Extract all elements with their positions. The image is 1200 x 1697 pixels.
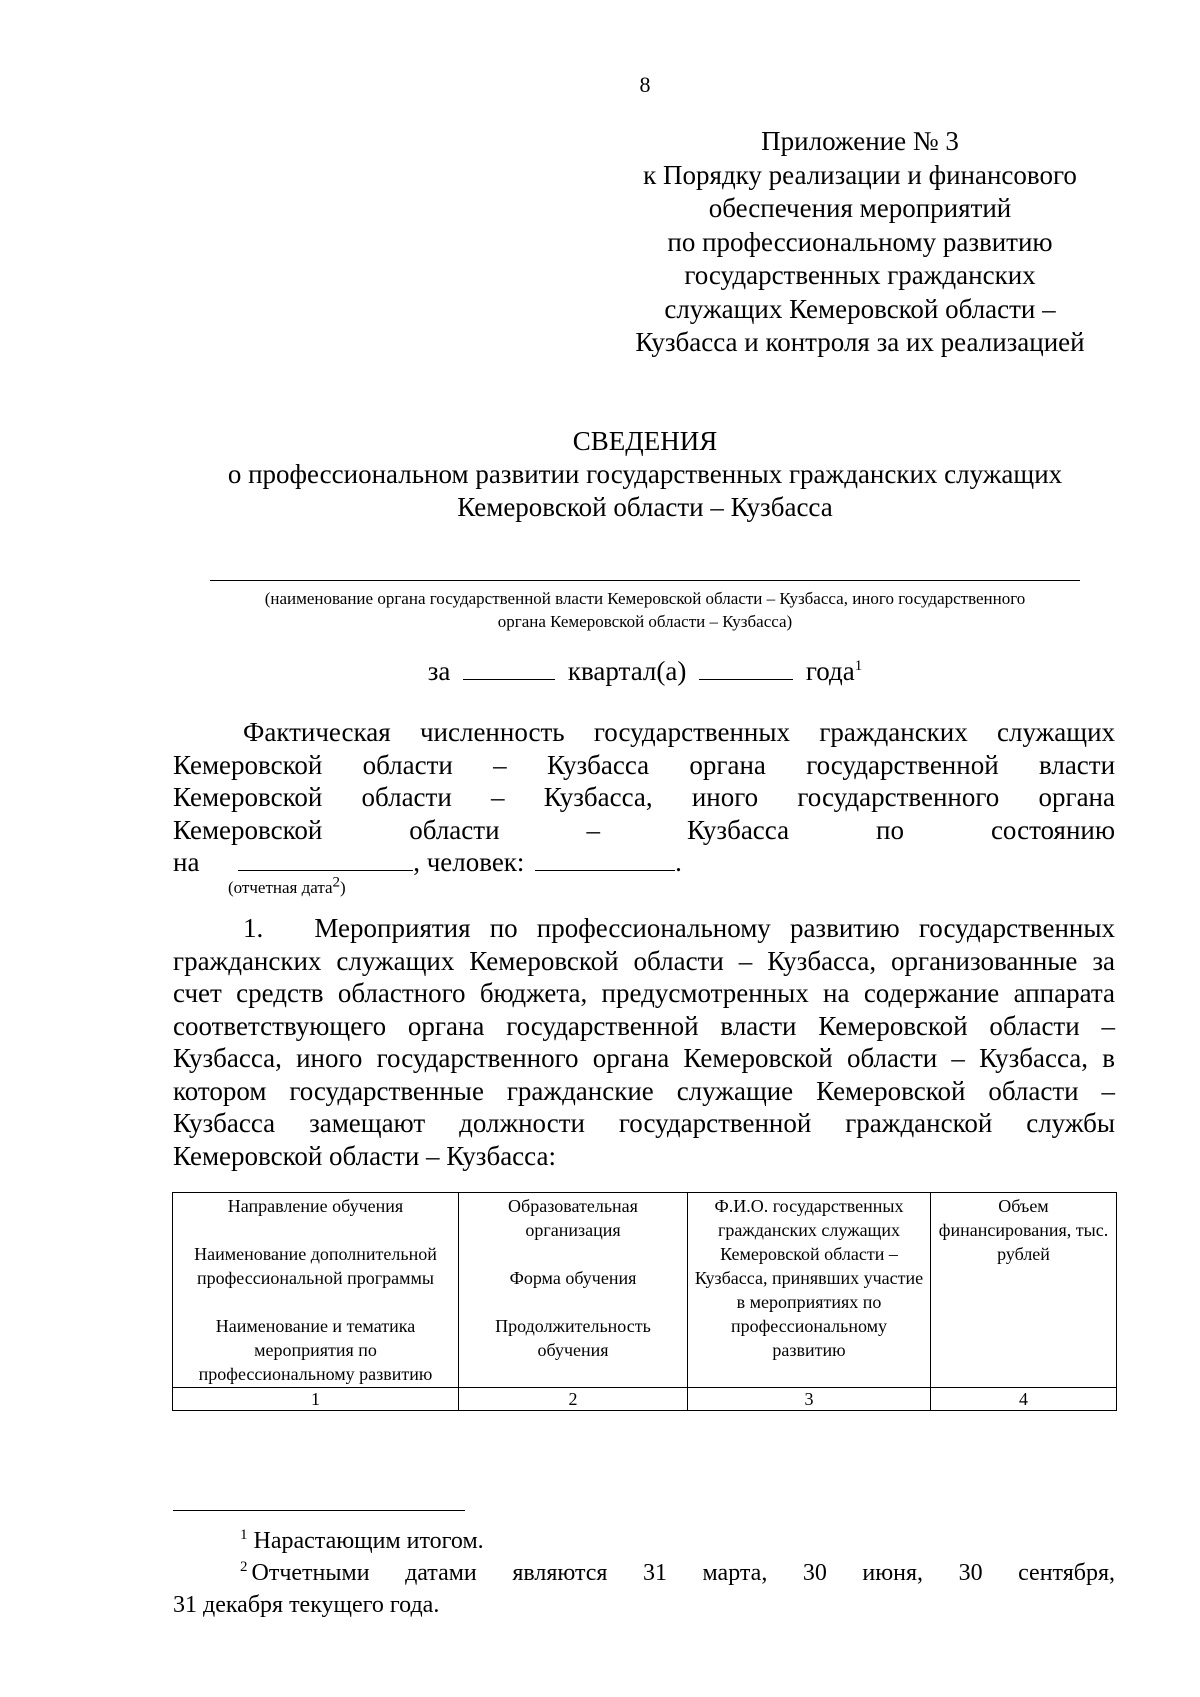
text-line: счет средств областного бюджета, предусмотренных на содержание аппарата	[173, 978, 1115, 1008]
appendix-line: Кузбасса и контроля за их реализацией	[635, 327, 1085, 357]
header-cell-direction	[173, 1193, 459, 1388]
org-name-fill-line	[210, 580, 1080, 581]
table-header-row	[173, 1193, 1117, 1388]
word: 30	[958, 1560, 983, 1586]
section-number: 1.	[243, 913, 264, 943]
footnote-2	[173, 1557, 1115, 1589]
word: состоянию	[990, 814, 1116, 845]
header-text: Форма обучения	[509, 1268, 637, 1288]
headcount-paragraph	[173, 716, 1115, 879]
column-number: 1	[173, 1388, 459, 1411]
word: власти	[1038, 749, 1116, 780]
org-caption-line: органа Кемеровской области – Кузбасса)	[497, 612, 793, 631]
word: датами	[405, 1560, 477, 1586]
word: Отчетными	[251, 1560, 370, 1586]
appendix-line: служащих Кемеровской области –	[664, 293, 1056, 324]
text-line: Кузбасса, иного государственного органа Кемеровской области – Кузбасса, в	[173, 1043, 1115, 1073]
caption-text: (отчетная дата	[228, 878, 333, 897]
org-name-caption	[180, 587, 1110, 633]
word: являются	[512, 1560, 608, 1586]
report-date-caption	[228, 874, 346, 898]
footnotes	[173, 1525, 1115, 1621]
appendix-line: к Порядку реализации и финансового	[643, 159, 1077, 190]
year-blank	[699, 655, 793, 680]
word: государственной	[806, 749, 999, 780]
appendix-header	[600, 125, 1120, 360]
word: –	[586, 814, 600, 845]
word: по	[489, 913, 518, 943]
text-line	[173, 781, 1115, 814]
word: профессиональному	[536, 913, 771, 943]
measures-table	[172, 1192, 1117, 1411]
org-caption-line: (наименование органа государственной власти Кемеровской области – Кузбасса, иного государственного	[264, 589, 1026, 608]
word: на	[173, 847, 200, 877]
word: .	[675, 847, 682, 877]
period-middle: квартал(а)	[567, 656, 687, 686]
period-suffix: года	[805, 656, 855, 686]
word: области	[362, 749, 453, 780]
word: Кузбасса	[546, 749, 650, 780]
page-number: 8	[639, 72, 651, 97]
header-text: Ф.И.О. государственных гражданских служащих Кемеровской области – Кузбасса, принявших участие в мероприятиях по профессиональному развитию	[694, 1196, 924, 1360]
word: государственного	[797, 782, 1000, 812]
footnote-separator	[173, 1510, 465, 1511]
footnote-1	[173, 1525, 1115, 1557]
text-line: Кемеровской области – Кузбасса:	[173, 1140, 556, 1171]
header-text: Продолжительность обучения	[495, 1316, 651, 1360]
period-prefix: за	[427, 656, 451, 686]
footnote-2-continuation: 31 декабря текущего года.	[173, 1592, 440, 1618]
header-cell-participants	[688, 1193, 931, 1388]
word: численность	[419, 717, 565, 747]
word: области	[409, 814, 500, 845]
word: марта,	[702, 1560, 768, 1586]
word: Кемеровской	[173, 749, 323, 780]
title-heading: СВЕДЕНИЯ	[572, 426, 718, 456]
header-text: Направление обучения	[227, 1196, 404, 1216]
footnote-mark: 2	[240, 1559, 248, 1575]
header-text: Наименование дополнительной профессиональной программы	[194, 1244, 437, 1288]
footnote-text: Нарастающим итогом.	[253, 1528, 484, 1554]
title-subheading: о профессиональном развитии государственных гражданских служащих	[227, 459, 1063, 489]
footnote-mark: 1	[854, 658, 863, 674]
quarter-blank	[463, 655, 555, 680]
section-1-paragraph	[173, 912, 1115, 1172]
word: 31	[643, 1560, 667, 1586]
word: государственных	[918, 913, 1116, 943]
word: по	[876, 814, 904, 845]
header-cell-financing	[931, 1193, 1117, 1388]
text-line: соответствующего органа государственной власти Кемеровской области –	[173, 1010, 1115, 1041]
word: органа	[689, 749, 766, 780]
word: служащих	[997, 717, 1116, 747]
word: гражданских	[819, 717, 968, 747]
text-line	[173, 846, 1115, 879]
header-text: Наименование и тематика мероприятия по профессиональному развитию	[198, 1316, 433, 1384]
word	[240, 1560, 370, 1586]
appendix-line: государственных гражданских	[684, 260, 1036, 290]
word: июня,	[862, 1560, 924, 1586]
header-text: Объем финансирования, тыс. рублей	[938, 1196, 1109, 1264]
appendix-line: по профессиональному развитию	[667, 226, 1053, 257]
title-subheading: Кемеровской области – Кузбасса	[457, 492, 833, 522]
word: государственных	[593, 717, 791, 747]
reporting-period	[0, 655, 1200, 687]
text-line	[173, 912, 1115, 945]
column-number: 3	[688, 1388, 931, 1411]
word: иного	[691, 782, 759, 812]
word: сентября,	[1018, 1560, 1116, 1586]
text-line: котором государственные гражданские служащие Кемеровской области –	[173, 1075, 1115, 1106]
word: Кузбасса,	[543, 782, 653, 812]
text-line: Кузбасса замещают должности государственной гражданской службы	[173, 1108, 1115, 1138]
word: Кузбасса	[686, 814, 790, 845]
word: –	[493, 749, 507, 780]
footnote-mark: 2	[332, 874, 341, 891]
text-line: гражданских служащих Кемеровской области – Кузбасса, организованные за	[173, 945, 1115, 976]
word: Мероприятия	[314, 913, 471, 943]
word: , человек:	[413, 847, 525, 877]
word: –	[491, 782, 505, 812]
word: области	[361, 782, 452, 812]
column-number: 2	[459, 1388, 688, 1411]
footnote-mark: 1	[240, 1527, 248, 1543]
word: 30	[802, 1560, 827, 1586]
text-line	[173, 814, 1115, 847]
text-line	[173, 716, 1115, 749]
header-text: Образовательная организация	[508, 1196, 638, 1240]
table-number-row	[173, 1388, 1117, 1411]
word: Кемеровской	[173, 814, 323, 845]
headcount-blank	[535, 846, 675, 871]
word: органа	[1038, 782, 1115, 812]
word: развитию	[789, 913, 900, 943]
report-date-blank	[238, 846, 413, 871]
header-cell-organization	[459, 1193, 688, 1388]
caption-text: )	[340, 878, 346, 897]
column-number: 4	[931, 1388, 1117, 1411]
document-title	[0, 425, 1200, 524]
word: Кемеровской	[173, 782, 323, 812]
text-line	[173, 749, 1115, 782]
appendix-line: обеспечения мероприятий	[708, 193, 1012, 223]
word: Фактическая	[243, 717, 391, 747]
appendix-line: Приложение № 3	[761, 126, 959, 156]
